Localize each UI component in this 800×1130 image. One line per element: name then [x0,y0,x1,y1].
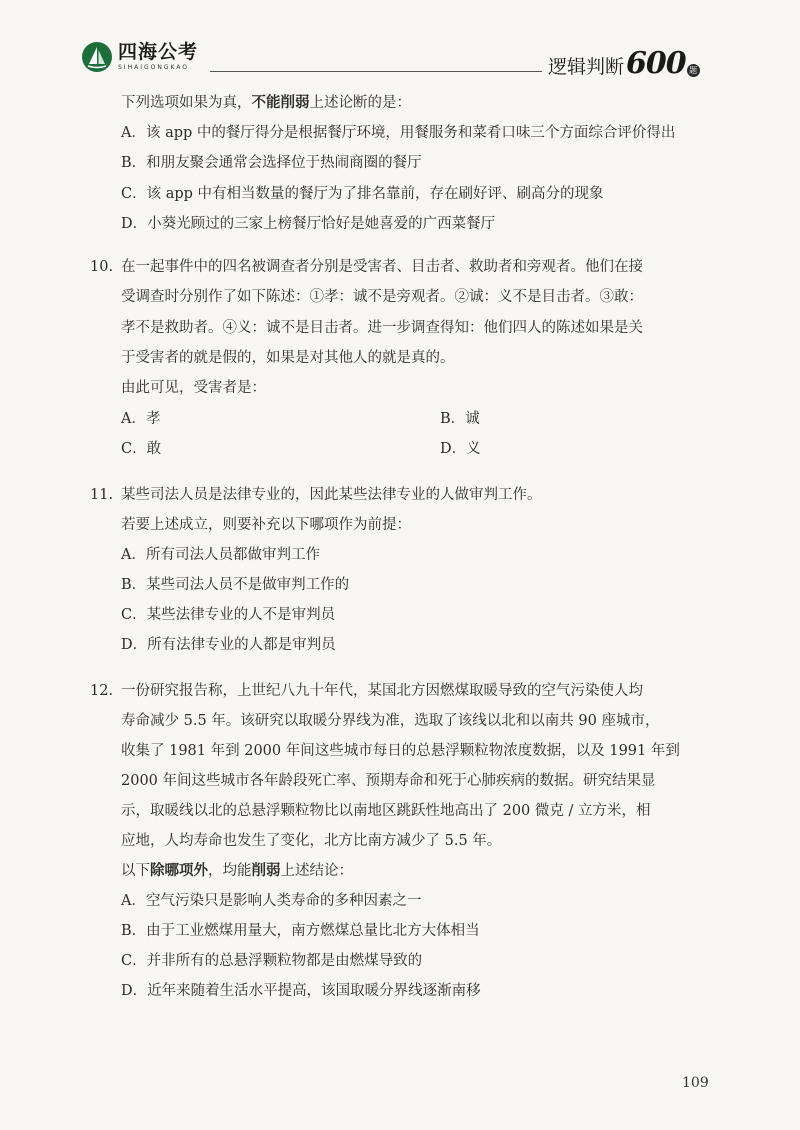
q10-option-a: A．孝 [121,411,161,427]
q10-text-line: 受调查时分别作了如下陈述：①孝：诚不是旁观者。②诚：义不是目击者。③敢： [121,289,643,305]
sailboat-logo-icon [82,42,112,72]
q12-question-post: 上述结论： [280,863,353,879]
q9-stem-pre: 下列选项如果为真， [121,95,252,111]
q9-stem-post: 上述论断的是： [309,95,411,111]
q12-text-line: 应地，人均寿命也发生了变化，北方比南方减少了 5.5 年。 [121,833,502,849]
q10-question: 由此可见，受害者是： [121,380,266,396]
page-header [0,0,800,90]
q9-option-b: B．和朋友聚会通常会选择位于热闹商圈的餐厅 [121,155,422,171]
q10-text-line: 于受害者的就是假的，如果是对其他人的就是真的。 [121,350,455,366]
q12-question-mid: ，均能 [208,863,252,879]
q11-option-b: B．某些司法人员不是做审判工作的 [121,577,350,593]
q12-text-line: 一份研究报告称，上世纪八九十年代，某国北方因燃煤取暖导致的空气污染使人均 [121,683,643,699]
header-divider [210,71,542,72]
q12-question [121,856,353,886]
q10-text-line: 在一起事件中的四名被调查者分别是受害者、目击者、救助者和旁观者。他们在接 [121,259,643,275]
q10-option-d: D．义 [440,441,481,457]
book-title-text: 逻辑判断 [548,56,625,78]
book-title-suffix: 题 [687,64,700,77]
q9-question-stem [121,88,411,118]
q11-question: 若要上述成立，则要补充以下哪项作为前提： [121,517,411,533]
q12-question-emphasis-1: 除哪项外 [150,862,208,879]
q9-stem-emphasis: 不能削弱 [251,94,310,111]
q9-option-a: A．该 app 中的餐厅得分是根据餐厅环境，用餐服务和菜肴口味三个方面综合评价得出 [121,125,676,141]
q11-option-a: A．所有司法人员都做审判工作 [121,547,320,563]
q12-question-emphasis-2: 削弱 [251,862,281,879]
q9-option-d: D．小葵光顾过的三家上榜餐厅恰好是她喜爱的广西菜餐厅 [121,216,496,232]
q10-text-line: 孝不是救助者。④义：诚不是目击者。进一步调查得知：他们四人的陈述如果是关 [121,320,643,336]
q12-option-c: C．并非所有的总悬浮颗粒物都是由燃煤导致的 [121,953,423,969]
logo-chinese-name: 四海公考 [118,41,199,63]
book-title [548,46,700,81]
logo-pinyin-name: SIHAIGONGKAO [118,64,190,71]
q12-option-d: D．近年来随着生活水平提高，该国取暖分界线逐渐南移 [121,983,481,999]
q10-option-c: C．敢 [121,441,162,457]
q12-text-line: 2000 年间这些城市各年龄段死亡率、预期寿命和死于心肺疾病的数据。研究结果显 [121,773,656,789]
page-number: 109 [682,1075,709,1091]
q12-number: 12. [90,683,114,699]
brand-logo [82,42,198,72]
q11-number: 11. [90,487,114,503]
q12-option-b: B．由于工业燃煤用量大，南方燃煤总量比北方大体相当 [121,923,480,939]
book-title-number: 600 [626,46,686,81]
q12-text-line: 收集了 1981 年到 2000 年间这些城市每日的总悬浮颗粒物浓度数据，以及 1991 年到 [121,743,680,759]
q9-option-c: C．该 app 中有相当数量的餐厅为了排名靠前，存在刷好评、刷高分的现象 [121,186,604,202]
q10-option-b: B．诚 [440,411,480,427]
q11-option-d: D．所有法律专业的人都是审判员 [121,637,336,653]
q10-number: 10. [90,259,114,275]
q11-text-line: 某些司法人员是法律专业的，因此某些法律专业的人做审判工作。 [121,487,542,503]
q12-option-a: A．空气污染只是影响人类寿命的多种因素之一 [121,893,422,909]
q12-text-line: 示，取暖线以北的总悬浮颗粒物比以南地区跳跃性地高出了 200 微克 / 立方米，相 [121,803,651,819]
q12-question-pre: 以下 [121,863,150,879]
q12-text-line: 寿命减少 5.5 年。该研究以取暖分界线为准，选取了该线以北和以南共 90 座城市， [121,713,660,729]
q11-option-c: C．某些法律专业的人不是审判员 [121,607,336,623]
